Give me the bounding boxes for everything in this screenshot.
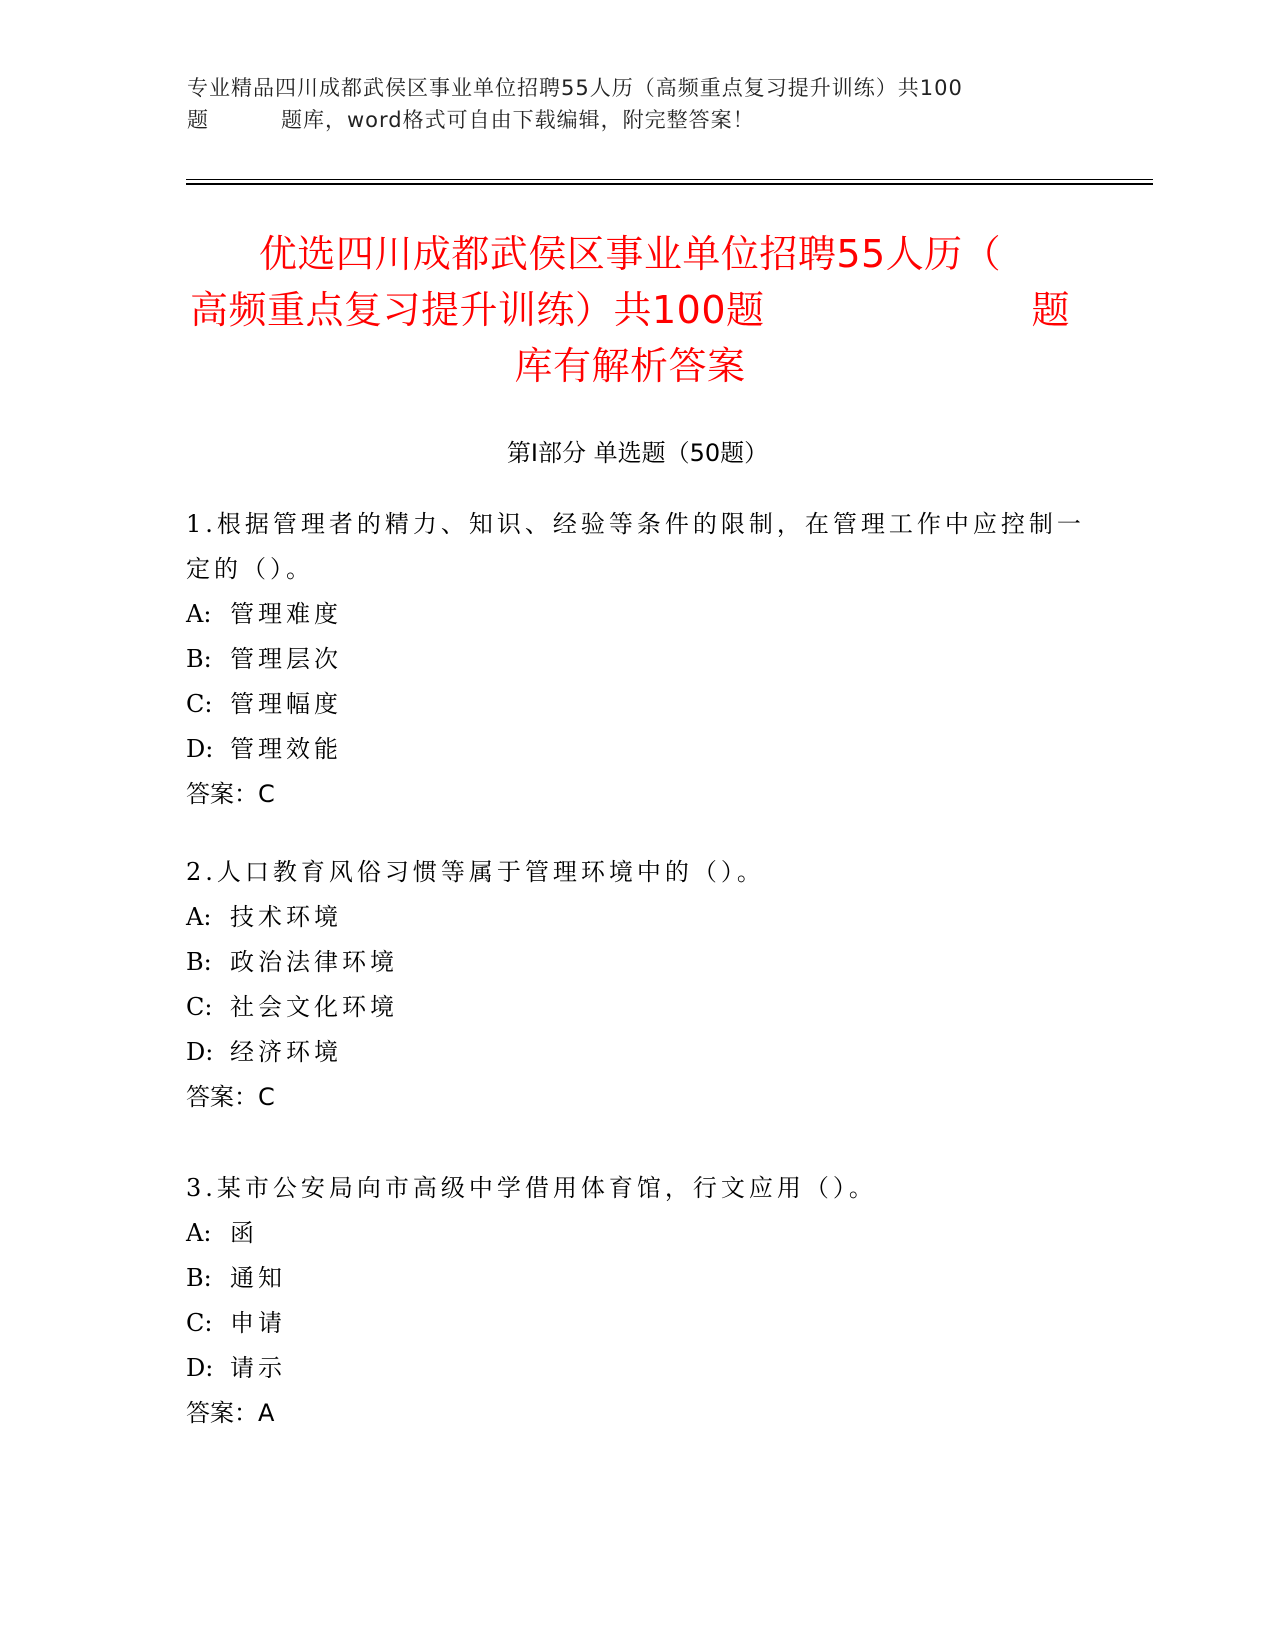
answer: 答案：C	[186, 780, 275, 808]
answer: 答案：C	[186, 1083, 275, 1111]
option-text: 政治法律环境	[230, 948, 398, 976]
option-text: 社会文化环境	[230, 993, 398, 1021]
header-divider-thick	[186, 183, 1153, 185]
option-label: D:	[186, 1038, 214, 1066]
header-line-2-end: 题库，word格式可自由下载编辑，附完整答案！	[281, 108, 755, 132]
option-a	[186, 1211, 1086, 1256]
option-label: C:	[186, 1309, 213, 1337]
title-line-2	[180, 282, 1080, 338]
option-text: 管理层次	[230, 645, 342, 673]
option-label: B:	[186, 645, 212, 673]
header-line-2-start: 题	[187, 108, 209, 132]
option-label: D:	[186, 735, 214, 763]
option-label: A:	[186, 903, 212, 931]
option-a	[186, 592, 1086, 637]
option-c	[186, 682, 1086, 727]
header-divider-thin	[186, 179, 1153, 180]
option-b	[186, 1256, 1086, 1301]
title-line-1: 优选四川成都武侯区事业单位招聘55人历（	[258, 232, 1002, 276]
option-label: B:	[186, 1264, 212, 1292]
option-text: 函	[230, 1219, 258, 1247]
option-d	[186, 1030, 1086, 1075]
question-1	[186, 502, 1086, 817]
question-stem: 1.根据管理者的精力、知识、经验等条件的限制，在管理工作中应控制一定的（）。	[186, 510, 1085, 583]
option-label: D:	[186, 1354, 214, 1382]
option-a	[186, 895, 1086, 940]
option-text: 管理效能	[230, 735, 342, 763]
section-heading: 第Ⅰ部分 单选题（50题）	[506, 439, 769, 467]
option-text: 通知	[230, 1264, 286, 1292]
option-label: C:	[186, 993, 213, 1021]
option-text: 管理幅度	[230, 690, 342, 718]
question-2	[186, 850, 1086, 1120]
option-label: B:	[186, 948, 212, 976]
option-text: 管理难度	[230, 600, 342, 628]
title-line-3: 库有解析答案	[514, 344, 746, 388]
option-c	[186, 985, 1086, 1030]
document-title	[180, 226, 1080, 394]
option-label: A:	[186, 1219, 212, 1247]
question-stem: 3.某市公安局向市高级中学借用体育馆，行文应用（）。	[186, 1174, 877, 1202]
option-b	[186, 940, 1086, 985]
answer: 答案：A	[186, 1399, 275, 1427]
option-c	[186, 1301, 1086, 1346]
title-line-2-end: 题	[1031, 288, 1070, 332]
title-line-2-start: 高频重点复习提升训练）共100题	[190, 288, 765, 332]
option-d	[186, 727, 1086, 772]
question-stem: 2.人口教育风俗习惯等属于管理环境中的（）。	[186, 858, 765, 886]
document-header	[187, 72, 1077, 136]
option-text: 经济环境	[230, 1038, 342, 1066]
option-text: 申请	[230, 1309, 286, 1337]
option-text: 请示	[230, 1354, 286, 1382]
option-label: A:	[186, 600, 212, 628]
option-d	[186, 1346, 1086, 1391]
question-3	[186, 1166, 1086, 1436]
option-label: C:	[186, 690, 213, 718]
header-line-2	[187, 104, 1077, 136]
option-b	[186, 637, 1086, 682]
header-line-1: 专业精品四川成都武侯区事业单位招聘55人历（高频重点复习提升训练）共100	[187, 76, 963, 100]
option-text: 技术环境	[230, 903, 342, 931]
